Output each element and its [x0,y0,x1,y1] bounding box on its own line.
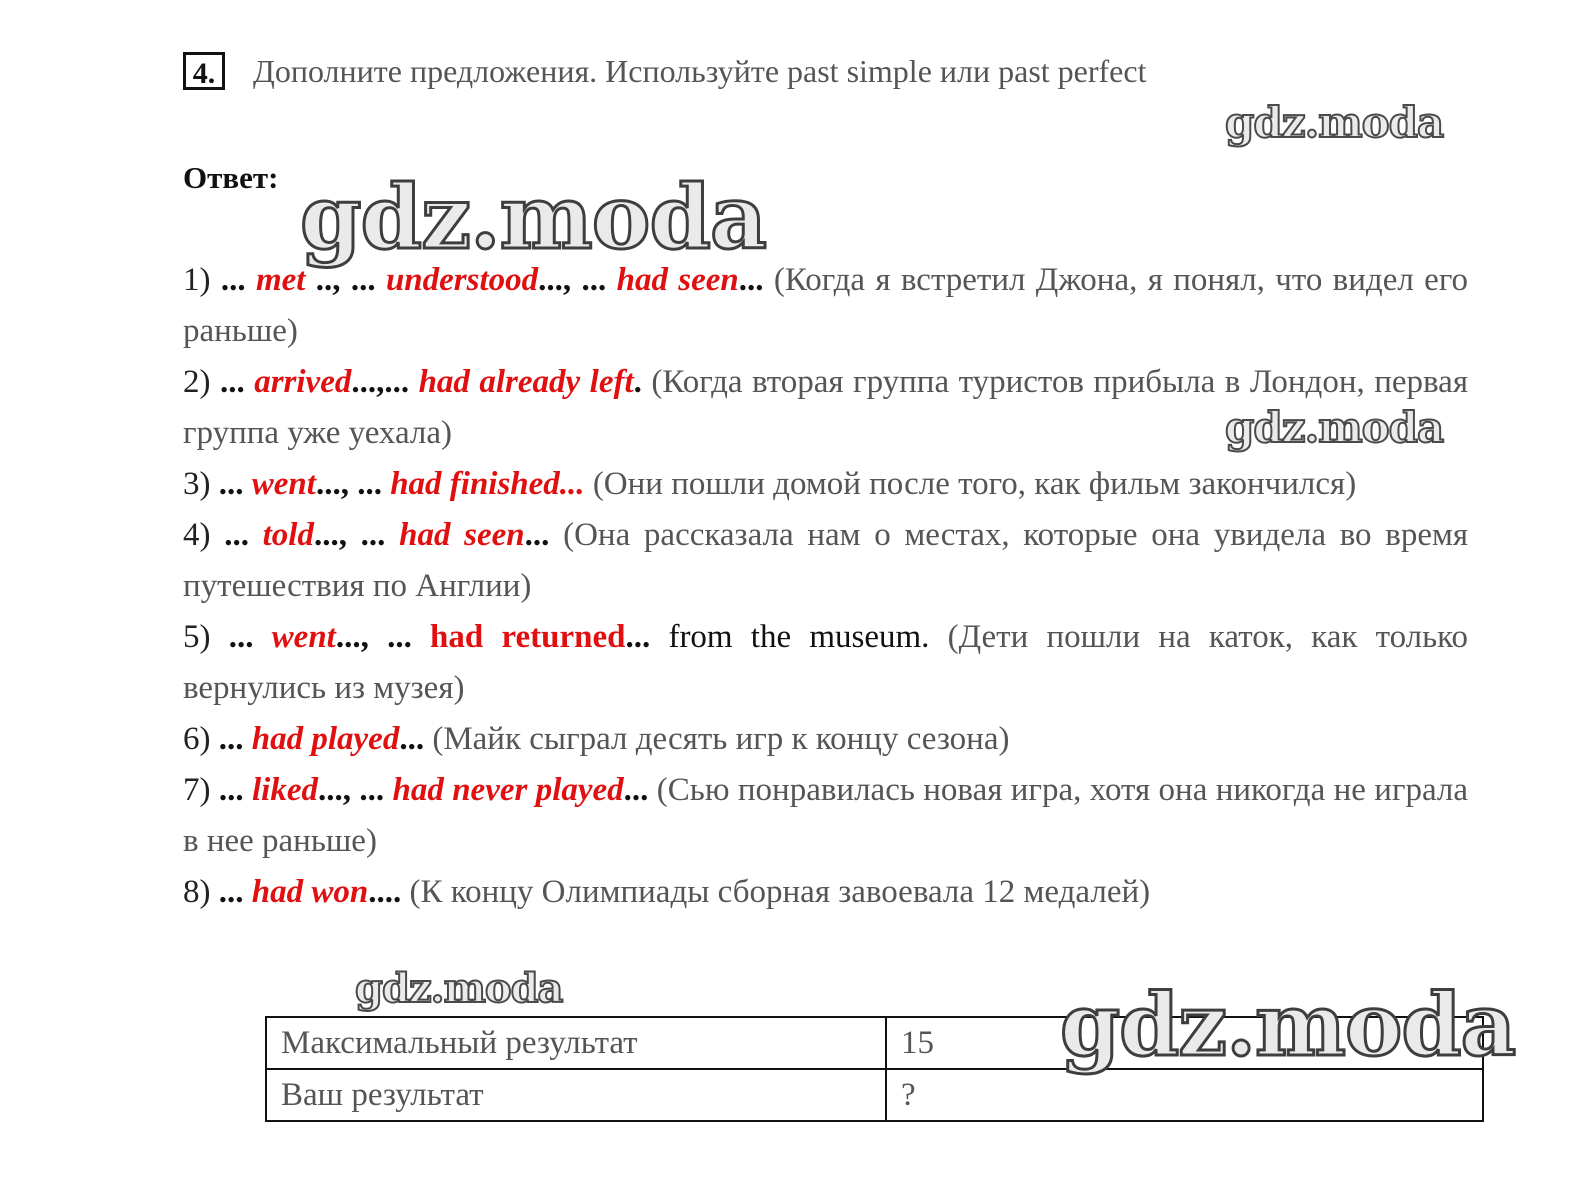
answer-translation: (Когда вторая группа туристов прибыла в Лондон, первая группа уже уехала) [183,364,1468,451]
answer-verb: liked [252,772,318,808]
answer-dots: .., ... [305,262,386,298]
watermark-logo: gdz.moda [1060,975,1516,1076]
answer-verb: had never played [392,772,624,808]
answer-dots: ..., ... [538,262,617,298]
answer-verb: had played [251,721,400,757]
answer-translation: (Они пошли домой после того, как фильм закончился) [584,466,1357,502]
answer-dots: ... [210,262,256,298]
answer-verb: had already left [418,364,634,400]
answer-dots: ..., ... [315,466,391,502]
answer-number: 1) [183,262,211,298]
watermark-logo: gdz.moda [300,165,767,269]
watermark-logo: gdz.moda [1225,98,1444,147]
answer-dots: ..., ... [335,619,431,655]
answer-dots: ... [210,721,252,757]
answer-item [183,357,1468,459]
answer-dots: .... [368,874,410,910]
answer-item [183,714,1468,765]
answer-dots: ..., ... [313,517,400,553]
answer-item [183,765,1468,867]
answer-dots: ... [210,874,252,910]
answer-dots: ... [738,262,774,298]
answer-verb: understood [385,262,539,298]
answer-verb: had won [251,874,369,910]
table-cell-value: 15 [886,1017,1483,1069]
answer-list [183,255,1468,918]
table-cell-value: ? [886,1069,1483,1121]
answer-verb: went [251,466,316,502]
task-number: 4. [183,52,225,90]
answer-dots: ... [210,619,272,655]
answer-dots: . [633,364,652,400]
answer-number: 8) [183,874,211,910]
answer-dots: ...,... [351,364,419,400]
answer-translation: (Когда я встретил Джона, я понял, что видел его раньше) [183,262,1469,349]
answer-translation: (Дети пошли на каток, как только вернулись из музея) [183,619,1469,706]
table-cell-label: Максимальный результат [266,1017,886,1069]
answer-verb: had seen [616,262,739,298]
answer-dots: ... [210,466,252,502]
answer-label: Ответ: [183,160,279,195]
answer-verb: had returned [430,619,626,655]
answer-english-text: from the museum. [668,619,948,655]
answer-verb: arrived [254,364,352,400]
answer-verb: had finished... [390,466,585,502]
watermark-logo: gdz.moda [1225,403,1444,452]
answer-item [183,612,1468,714]
answer-verb: had seen [399,517,525,553]
answer-translation: (К концу Олимпиады сборная завоевала 12 медалей) [409,874,1151,910]
table-cell-label: Ваш результат [266,1069,886,1121]
answer-translation: (Майк сыграл десять игр к концу сезона) [432,721,1010,757]
answer-dots: ..., ... [317,772,393,808]
answer-verb: went [271,619,336,655]
answer-translation: (Она рассказала нам о местах, которые она увидела во время путешествия по Англии) [183,517,1469,604]
answer-item [183,255,1468,357]
answer-item [183,510,1468,612]
answer-number: 2) [183,364,211,400]
task-instruction: Дополните предложения. Используйте past simple или past perfect [253,52,1147,89]
answer-verb: told [262,517,314,553]
answer-dots: ... [625,619,669,655]
answer-number: 4) [183,517,211,553]
answer-dots: ... [399,721,433,757]
answer-number: 7) [183,772,211,808]
table-row [266,1069,1483,1121]
answer-verb: met [255,262,306,298]
answer-dots: ... [623,772,657,808]
answer-dots: ... [210,772,252,808]
answer-item [183,867,1468,918]
task-header [183,52,1146,90]
answer-dots: ... [210,364,255,400]
answer-translation: (Сью понравилась новая игра, хотя она никогда не играла в нее раньше) [183,772,1469,859]
answer-number: 5) [183,619,211,655]
watermark-logo: gdz.moda [355,965,563,1012]
answer-number: 6) [183,721,211,757]
answer-number: 3) [183,466,211,502]
answer-dots: ... [210,517,263,553]
answer-dots: ... [524,517,564,553]
answer-item [183,459,1468,510]
